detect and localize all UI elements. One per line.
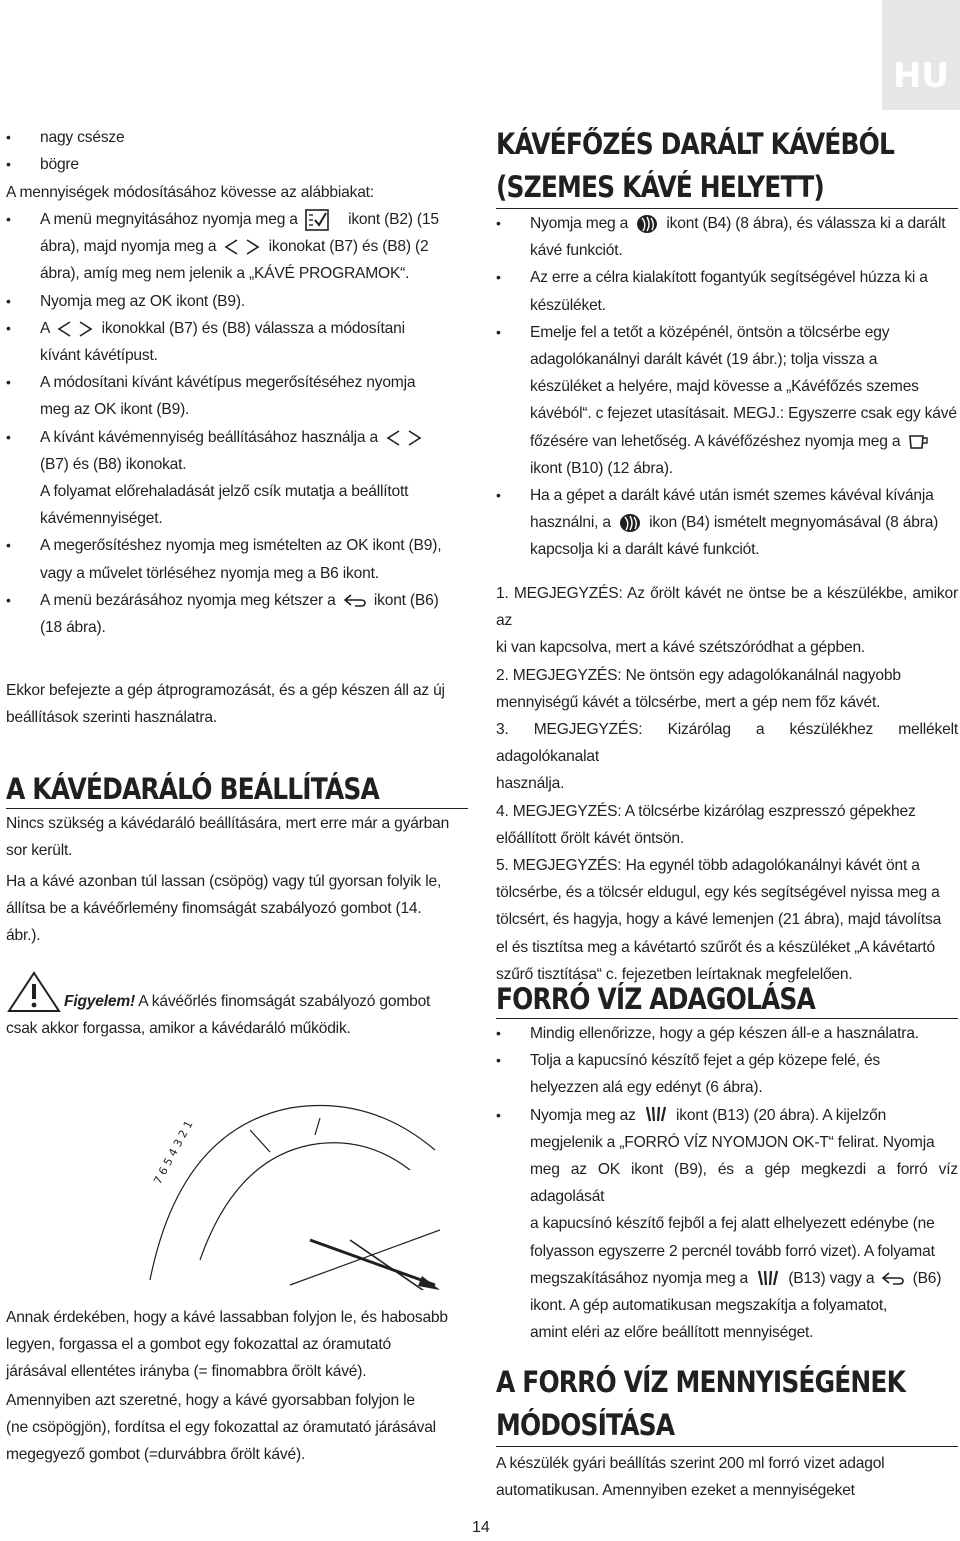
chevron-left-icon: [56, 320, 72, 338]
list-item: • Nyomja meg az OK ikont (B9).: [6, 288, 468, 315]
list-item: • Ha a gépet a darált kávé után ismét szemes kávéval kívánja használni, a ikon (B4) ismételt megnyomásával (8 ábra) kapcsolja ki a darált kávé funkciót.: [496, 482, 958, 564]
heading-hot-water-qty-1: A FORRÓ VÍZ MENNYISÉGÉNEK: [496, 1365, 906, 1399]
chevron-left-icon: [223, 238, 239, 256]
list-item: • nagy csésze: [6, 124, 468, 151]
coarser-grind-text: Amennyiben azt szeretné, hogy a kávé gyorsabban folyjon le (ne csöpögjön), fordítsa el egy fokozattal az óramutató járásával megegyező gombot (=durvábbra őrölt kávé).: [6, 1392, 436, 1464]
chevron-left-icon: [385, 429, 401, 447]
grinder-paragraph-2: Ha a kávé azonban túl lassan (csöpög) vagy túl gyorsan folyik le, állítsa be a kávéőrlemény finomságát szabályozó gombot (14. ábr.).: [6, 873, 442, 945]
back-arrow-icon: [343, 593, 367, 609]
list-item: • A ikonokkal (B7) és (B8) válassza a módosítani kívánt kávétípust.: [6, 315, 468, 369]
chevron-right-icon: [407, 429, 423, 447]
list-item: • A menü bezárásához nyomja meg kétszer a ikont (B6) (18 ábra).: [6, 587, 468, 641]
notes-block: 1. MEGJEGYZÉS: Az őrölt kávét ne öntse be a készülékbe, amikor az ki van kapcsolva, mert a kávé szétszóródhat a gépben. 2. MEGJEGYZÉS: Ne öntsön egy adagolókanálnál nagyobb mennyiségű kávét a tölcsérbe, mert a gép nem főz kávét. 3. MEGJEGYZÉS: Kizárólag a készülékhez mellékelt adagolókanalat használja. 4. MEGJEGYZÉS: A tölcsérbe kizárólag eszpresszó gépekhez előállított őrölt kávét öntsön. 5. MEGJEGYZÉS: Ha egynél több adagolókanálnyi kávét önt a tölcsérbe, és a tölcsér eldugul, egy kés segítségével nyissa meg a tölcsért, és hagyja, hogy a kávé lemenjen (21 ábra), majd távolítsa el és tisztítsa meg a kávétartó szűrőt és a készüléket „A kávétartó szűrő tisztítása“ c. fejezetben leírtaknak megfelelően.: [496, 585, 958, 983]
list-item: • bögre: [6, 151, 468, 178]
language-label: HU: [892, 56, 950, 96]
grinder-dial-illustration: [140, 1090, 440, 1290]
ground-coffee-steps: [496, 210, 958, 564]
coffee-cup-icon: [908, 433, 930, 451]
finer-grind-text: Annak érdekében, hogy a kávé lassabban folyjon le, és habosabb legyen, forgassa el a gombot egy fokozattal az óramutató járásával ellentétes irányba (= finomabbra őrölt kávé).: [6, 1309, 448, 1381]
list-item: • A menü megnyitásához nyomja meg a ikont (B2) (15 ábra), majd nyomja meg a ikonokat (B7) és (B8) (2 ábra), amíg meg nem jelenik a „KÁVÉ PROGRAMOK“.: [6, 206, 468, 288]
back-arrow-icon: [881, 1271, 905, 1287]
warning-icon: [6, 970, 62, 1014]
warning-text: Figyelem! A kávéőrlés finomságát szabályozó gombot csak akkor forgassa, amikor a kávédaráló működik.: [6, 993, 431, 1038]
ground-coffee-icon: [618, 513, 642, 533]
heading-grinder: A KÁVÉDARÁLÓ BEÁLLÍTÁSA: [6, 772, 379, 806]
heading-rule: [6, 808, 468, 809]
page-number: 14: [472, 1519, 490, 1536]
heading-hot-water: FORRÓ VÍZ ADAGOLÁSA: [496, 982, 815, 1016]
list-item: • Nyomja meg az ikont (B13) (20 ábra). A kijelzőn megjelenik a „FORRÓ VÍZ NYOMJON OK-T“ felirat. Nyomja meg az OK ikont (B9), és a gép megkezdi a forró víz adagolását a kapucsínó készítő fejből a fej alatt elhelyezett edénybe (ne folyasson egyszerre 2 percnél tovább forró vizet). A folyamat megszakításához nyomja meg a (B13) vagy a (B6) ikont. A gép automatikusan megszakítja a folyamatot, amint eléri az előre beállított mennyiséget.: [496, 1102, 958, 1347]
list-item: • A megerősítéshez nyomja meg ismételten az OK ikont (B9), vagy a művelet törléséhez nyomja meg a B6 ikont.: [6, 532, 468, 586]
heading-rule: [496, 208, 958, 209]
ground-coffee-icon: [635, 214, 659, 234]
heading-rule: [496, 1018, 958, 1019]
list-item: • Mindig ellenőrizze, hogy a gép készen áll-e a használatra.: [496, 1020, 958, 1047]
list-item: • A módosítani kívánt kávétípus megerősítéséhez nyomja meg az OK ikont (B9).: [6, 369, 468, 423]
language-tab: [882, 0, 960, 110]
chevron-right-icon: [78, 320, 94, 338]
dial-scale-numbers: 7 6 5 4 3 2 1: [151, 1118, 196, 1187]
list-item: • Nyomja meg a ikont (B4) (8 ábra), és válassza ki a darált kávé funkciót.: [496, 210, 958, 264]
cup-size-list: [6, 124, 468, 178]
hot-water-icon: [755, 1269, 781, 1289]
menu-checklist-icon: [305, 209, 329, 231]
outro-text: Ekkor befejezte a gép átprogramozását, és a gép készen áll az új beállítások szerinti használatra.: [6, 682, 445, 727]
heading-ground-coffee-1: KÁVÉFŐZÉS DARÁLT KÁVÉBÓL: [496, 127, 894, 161]
list-item: • Az erre a célra kialakított fogantyúk segítségével húzza ki a készüléket.: [496, 264, 958, 318]
heading-ground-coffee-2: (SZEMES KÁVÉ HELYETT): [496, 170, 824, 204]
heading-rule: [496, 1446, 958, 1447]
list-item: • A kívánt kávémennyiség beállításához használja a (B7) és (B8) ikonokat. A folyamat előrehaladását jelző csík mutatja a beállított kávémennyiséget.: [6, 424, 468, 533]
list-item: • Emelje fel a tetőt a középénél, öntsön a tölcsérbe egy adagolókanálnyi darált kávét (19 ábr.); tolja vissza a készüléket a helyére, majd kövesse a „Kávéfőzés szemes kávéból“. c fejezet utasításait. MEGJ.: Egyszerre csak egy kávé főzésére van lehetőség. A kávéfőzéshez nyomja meg a ikont (B10) (12 ábra).: [496, 319, 958, 482]
hot-water-qty-text: A készülék gyári beállítás szerint 200 ml forró vizet adagol automatikusan. Amennyiben ezeket a mennyiségeket: [496, 1455, 885, 1500]
chevron-right-icon: [245, 238, 261, 256]
steps-list: [6, 206, 468, 641]
hot-water-steps: [496, 1020, 958, 1346]
heading-hot-water-qty-2: MÓDOSÍTÁSA: [496, 1408, 675, 1442]
intro-text: A mennyiségek módosításához kövesse az alábbiakat:: [6, 184, 374, 201]
grinder-paragraph-1: Nincs szükség a kávédaráló beállítására, mert erre már a gyárban sor került.: [6, 815, 450, 860]
hot-water-icon: [643, 1105, 669, 1125]
list-item: • Tolja a kapucsínó készítő fejet a gép közepe felé, és helyezzen alá egy edényt (6 ábra).: [496, 1047, 958, 1101]
